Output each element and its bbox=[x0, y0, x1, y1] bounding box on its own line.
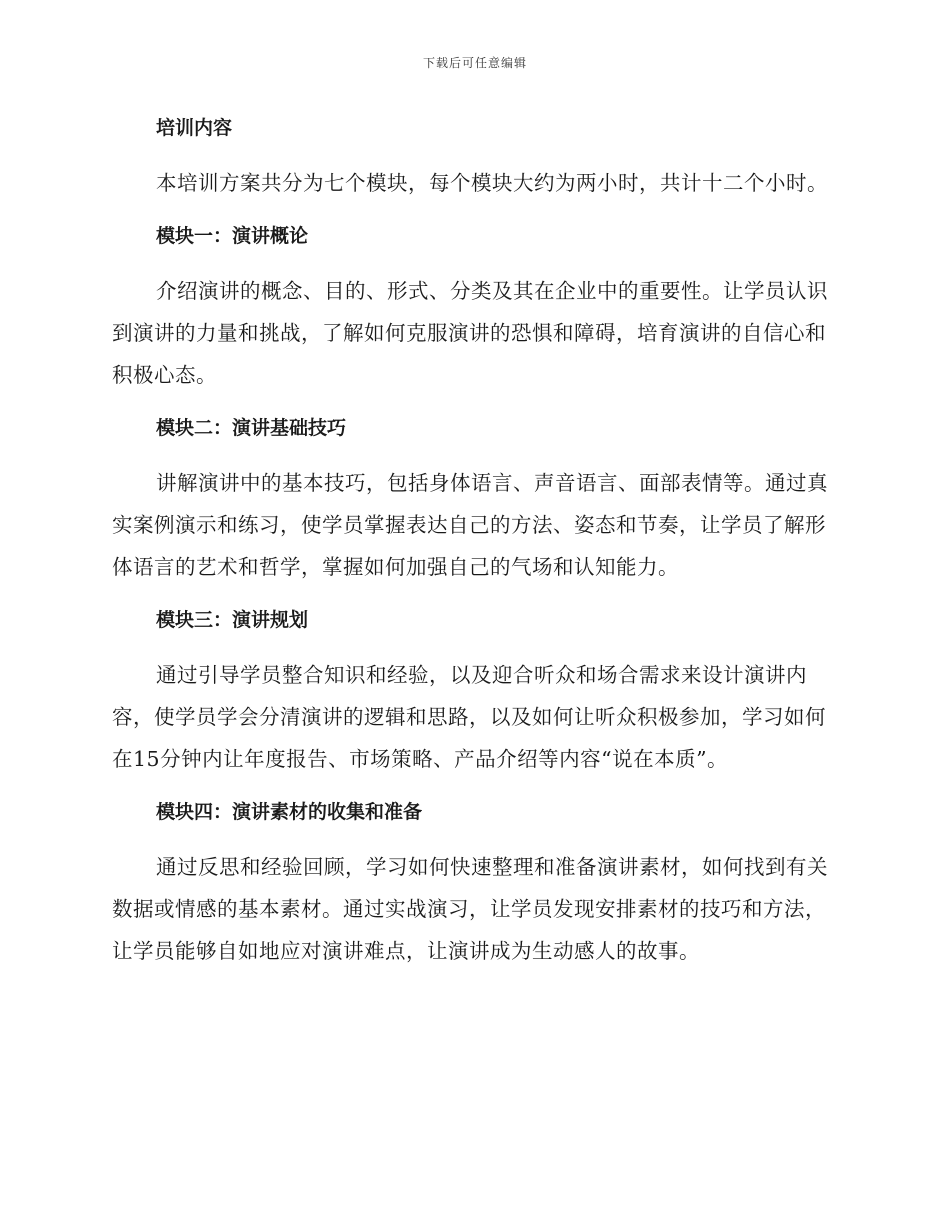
module-3 bbox=[112, 600, 832, 780]
header-note: 下载后可任意编辑 bbox=[422, 56, 527, 70]
module-heading: 模块二：演讲基础技巧 bbox=[156, 417, 347, 439]
module-body: 通过引导学员整合知识和经验，以及迎合听众和场合需求来设计演讲内容，使学员学会分清演讲的逻辑和思路，以及如何让听众积极参加，学习如何在15分钟内让年度报告、市场策略、产品介绍等内容“说在本质”。 bbox=[112, 663, 826, 771]
module-body: 讲解演讲中的基本技巧，包括身体语言、声音语言、面部表情等。通过真实案例演示和练习，使学员掌握表达自己的方法、姿态和节奏，让学员了解形体语言的艺术和哲学，掌握如何加强自己的气场和认知能力。 bbox=[112, 471, 828, 579]
document-content bbox=[112, 108, 832, 984]
intro-paragraph: 本培训方案共分为七个模块，每个模块大约为两小时，共计十二个小时。 bbox=[156, 171, 828, 195]
module-2 bbox=[112, 408, 832, 588]
module-heading: 模块三：演讲规划 bbox=[156, 609, 309, 631]
module-body: 介绍演讲的概念、目的、形式、分类及其在企业中的重要性。让学员认识到演讲的力量和挑战，了解如何克服演讲的恐惧和障碍，培育演讲的自信心和积极心态。 bbox=[112, 279, 828, 387]
module-4 bbox=[112, 792, 832, 972]
module-heading: 模块四：演讲素材的收集和准备 bbox=[156, 801, 423, 823]
module-heading: 模块一：演讲概论 bbox=[156, 225, 309, 247]
section-title: 培训内容 bbox=[156, 117, 233, 139]
module-1 bbox=[112, 216, 832, 396]
module-body: 通过反思和经验回顾，学习如何快速整理和准备演讲素材，如何找到有关数据或情感的基本素材。通过实战演习，让学员发现安排素材的技巧和方法，让学员能够自如地应对演讲难点，让演讲成为生动感人的故事。 bbox=[112, 855, 828, 963]
